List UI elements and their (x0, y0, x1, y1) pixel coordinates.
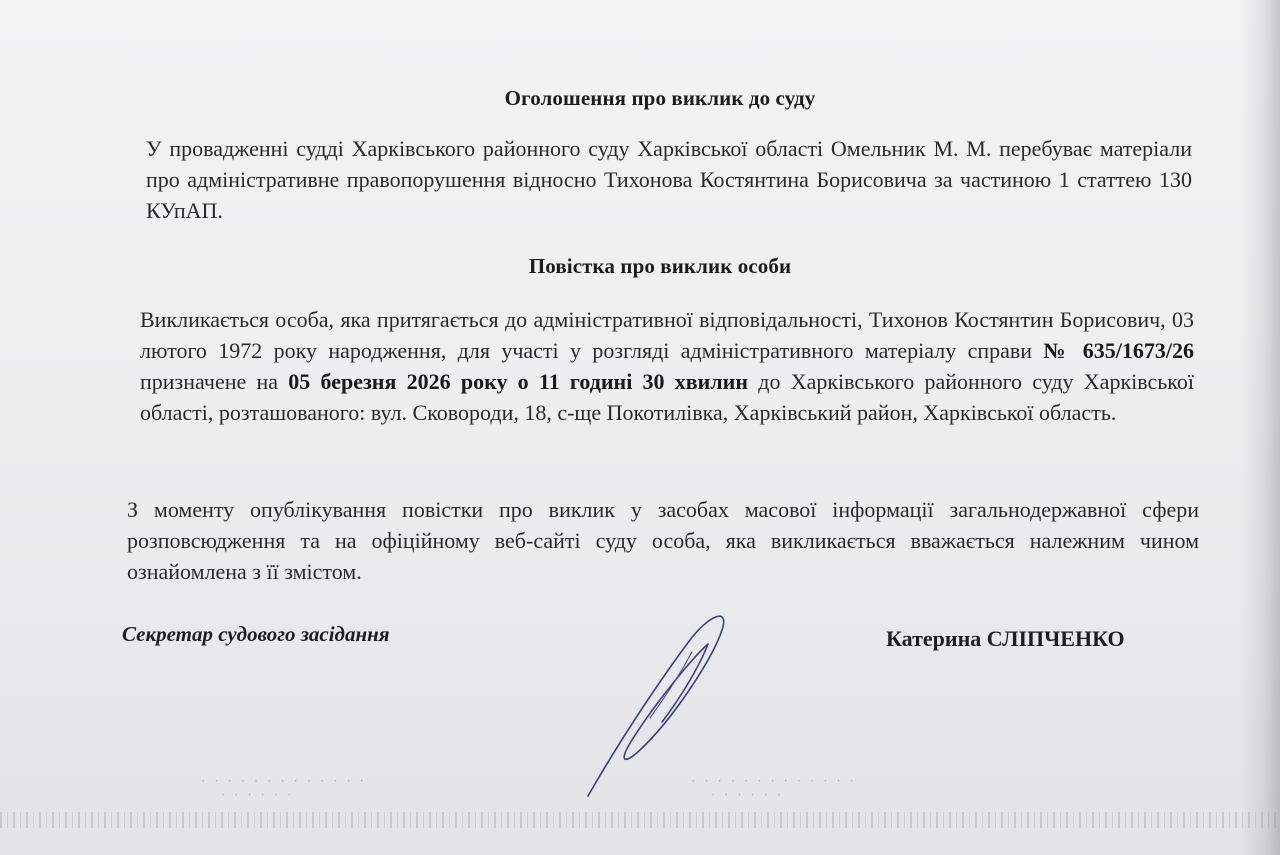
announcement-title: Оголошення про виклик до суду (504, 86, 816, 110)
faint-stamp-left: · · · · · · · · · · · · · · · · · · · (200, 776, 366, 802)
case-number: № 635/1673/26 (1043, 338, 1194, 363)
page-edge-shadow (1240, 0, 1280, 855)
summons-paragraph (140, 304, 1194, 428)
signatory-position: Секретар судового засідання (122, 622, 390, 646)
handwritten-signature (580, 600, 750, 800)
hearing-datetime: 05 березня 2026 року о 11 годині 30 хвилин (288, 369, 749, 394)
faint-stamp-right: · · · · · · · · · · · · · · · · · · · (690, 776, 856, 802)
publication-note: З моменту опублікування повістки про виклик у засобах масової інформації загальнодержавної сфери розповсюдження та на офіційному веб-сайті суду особа, яка викликається вважається належним чином ознайомлена з її змістом. (127, 497, 1199, 584)
summons-text-part2: призначене на (140, 369, 289, 394)
summons-text-part1: Викликається особа, яка притягається до адміністративної відповідальності, Тихонов Костянтин Борисович, 03 лютого 1972 року народження, для участі у розгляді адміністративного матеріалу справи (140, 307, 1194, 363)
signatory-name: Катерина СЛІПЧЕНКО (886, 626, 1125, 651)
announcement-paragraph: У провадженні судді Харківського районного суду Харківської області Омельник М. М. перебуває матеріали про адміністративне правопорушення відносно Тихонова Костянтина Борисовича за частиною 1 статтею 130 КУпАП. (146, 136, 1192, 223)
faint-barcode-strip (0, 812, 1280, 828)
summons-text-part3: до Харківського районного суду Харківської області, розташованого: вул. Сковороди, 18, с-ще Покотилівка, Харківський район, Харківської область. (140, 369, 1194, 425)
summons-title: Повістка про виклик особи (528, 254, 792, 278)
